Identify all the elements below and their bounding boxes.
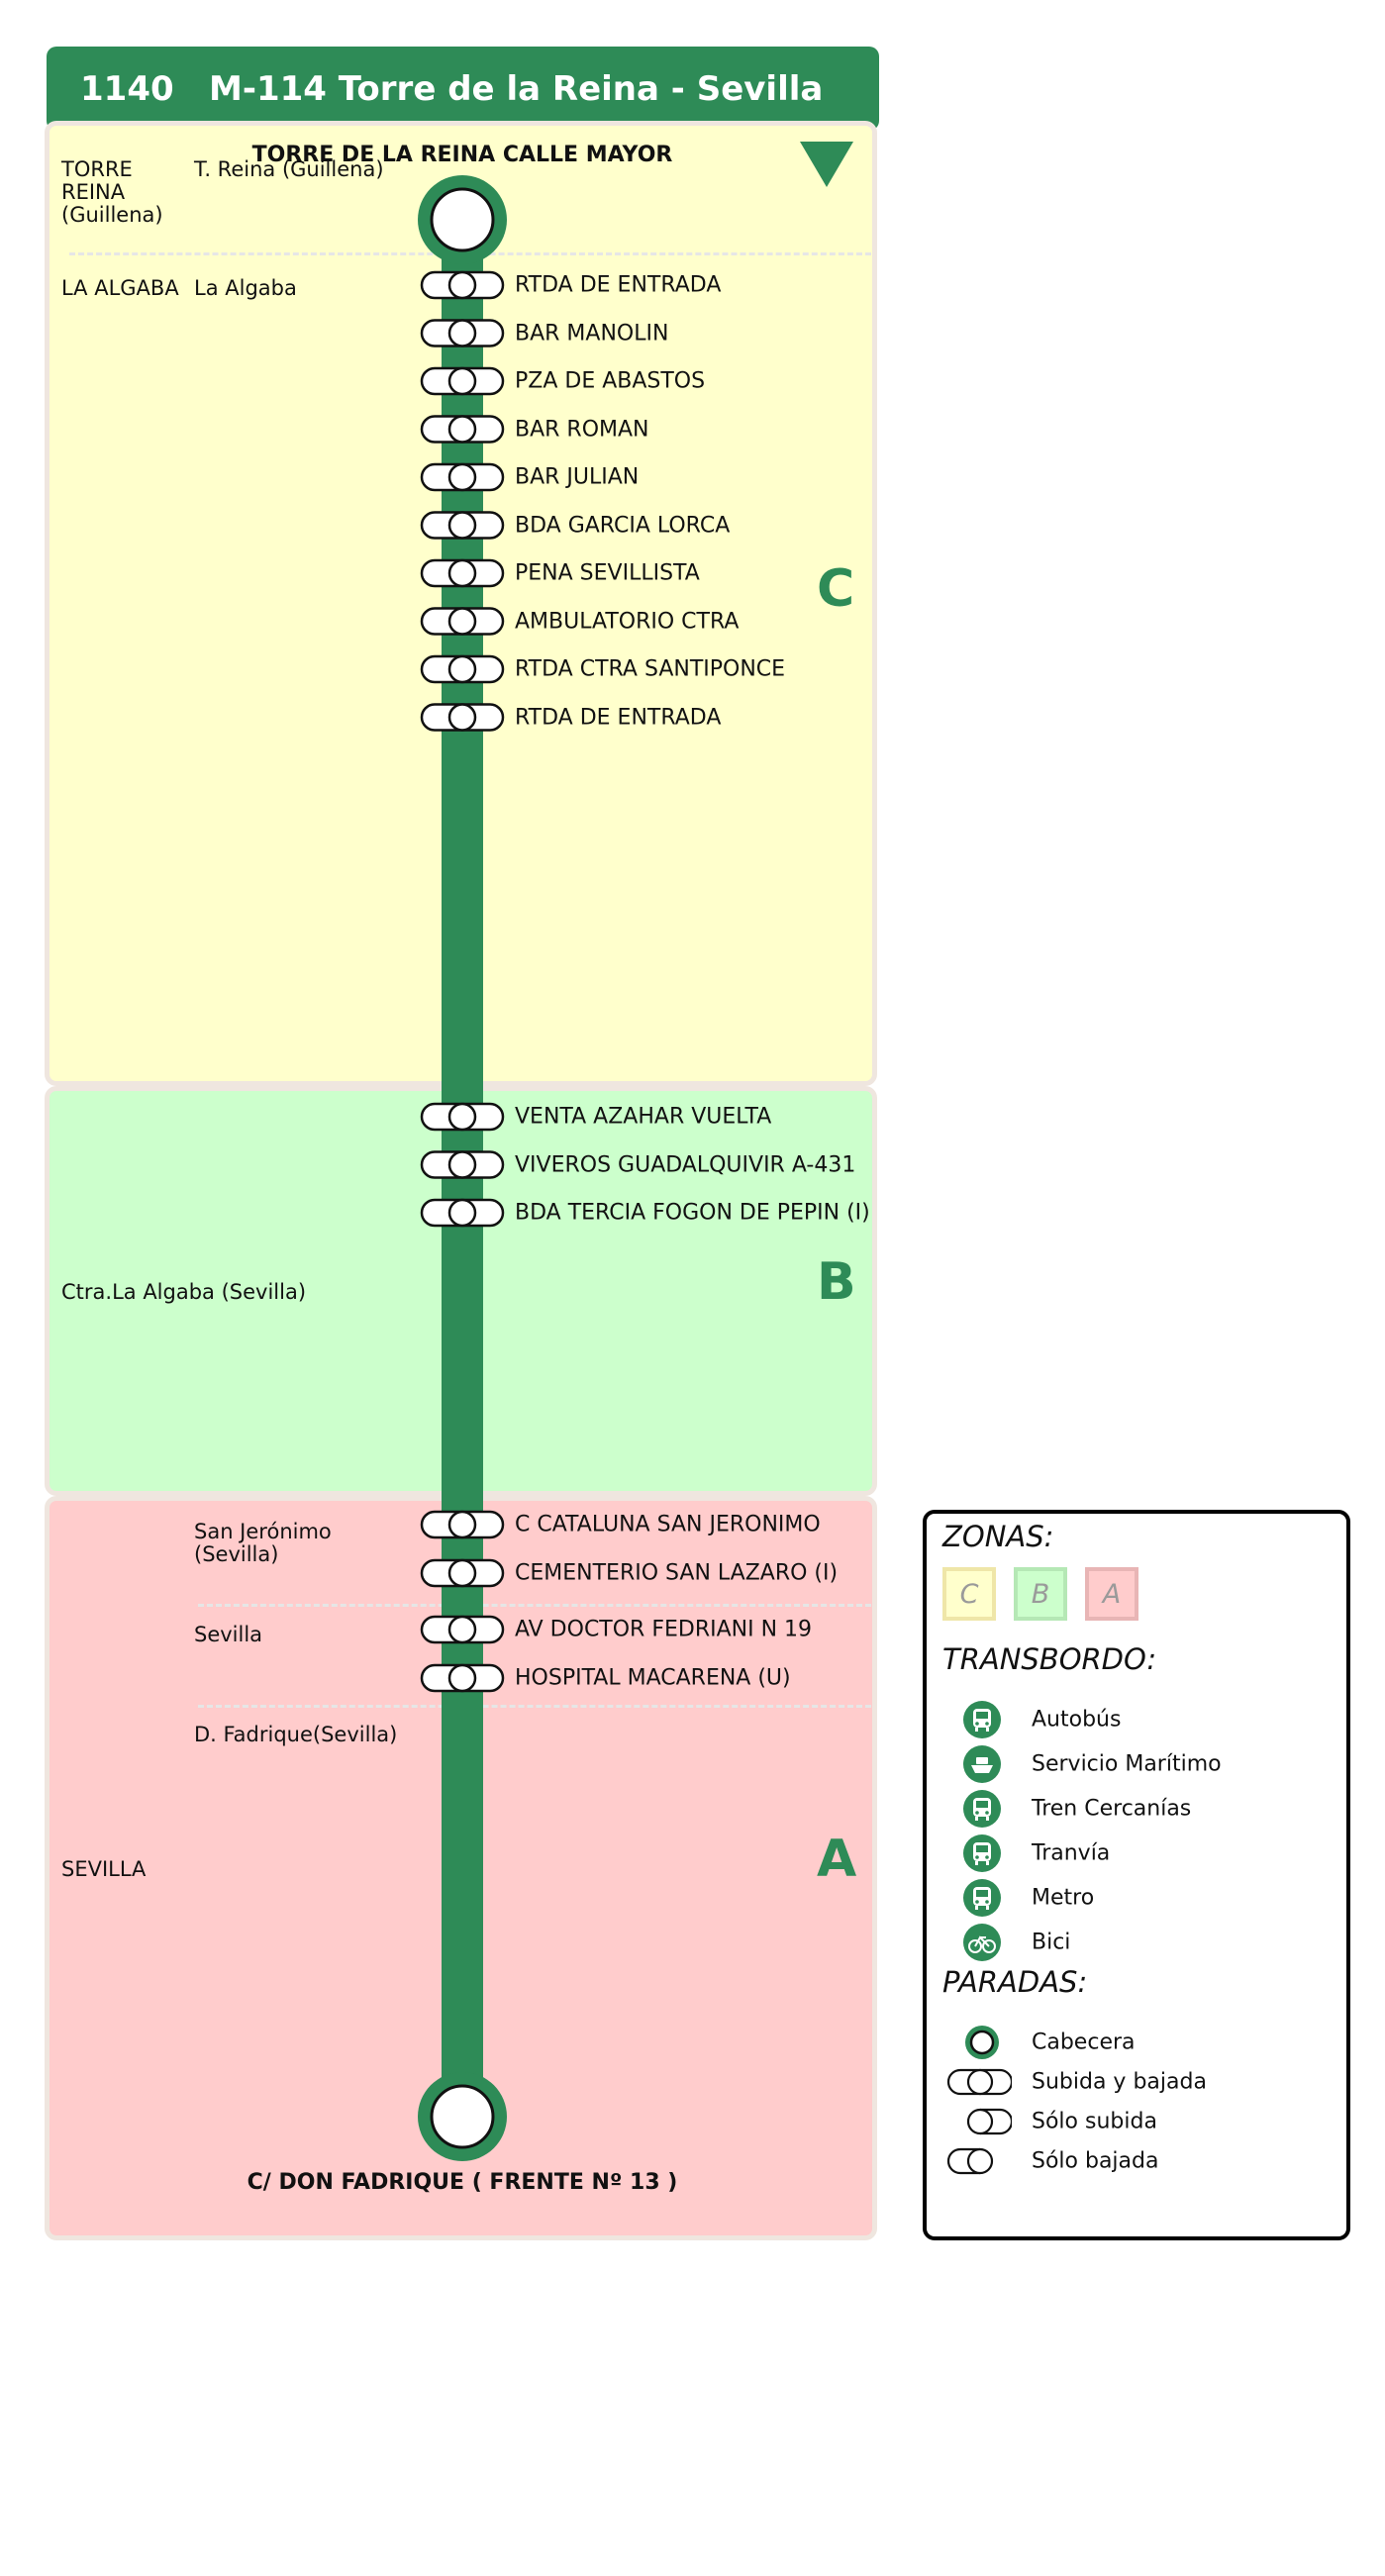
legend-paradas-row: [927, 2062, 1342, 2102]
stop-label: RTDA DE ENTRADA: [515, 272, 722, 298]
zone-a-letter: A: [817, 1830, 857, 1889]
legend-paradas-row: [927, 2141, 1342, 2181]
metro-icon: [962, 1878, 1002, 1918]
stop-marker-inner-icon: [449, 705, 475, 731]
legend-zone-chip-b: B: [1014, 1567, 1067, 1621]
boarding-only-stop-icon: [942, 2102, 1012, 2141]
legend-transbordo-row: [927, 1878, 1342, 1918]
stop-label: HOSPITAL MACARENA (U): [515, 1665, 791, 1691]
stop-marker-inner-icon: [449, 1200, 475, 1226]
alighting-only-stop-icon: [942, 2141, 1012, 2181]
zone-b-letter: B: [817, 1252, 856, 1312]
stop-label: PENA SEVILLISTA: [515, 560, 700, 586]
stop-label: BAR JULIAN: [515, 464, 640, 490]
stop-marker-inner-icon: [449, 513, 475, 539]
stop-marker-inner-icon: [449, 417, 475, 443]
both-ways-stop-icon: [942, 2062, 1012, 2102]
stop-marker-inner-icon: [449, 321, 475, 347]
train-icon: [962, 1789, 1002, 1829]
legend-transbordo-row: [927, 1789, 1342, 1829]
terminal-stop-icon: [942, 2023, 1012, 2062]
legend-transbordo-label: Tren Cercanías: [1032, 1796, 1192, 1822]
legend-transbordo-label: Autobús: [1032, 1707, 1122, 1733]
stop-label: AV DOCTOR FEDRIANI N 19: [515, 1617, 813, 1642]
stop-label: AMBULATORIO CTRA: [515, 609, 740, 634]
stop-label: RTDA DE ENTRADA: [515, 705, 722, 730]
route-code: 1140: [80, 68, 174, 109]
stop-marker-inner-icon: [449, 368, 475, 394]
legend-zonas-title: ZONAS:: [942, 1520, 1054, 1553]
legend-paradas-label: Sólo subida: [1032, 2109, 1157, 2134]
zone-c-letter: C: [817, 559, 855, 619]
stop-label: BDA GARCIA LORCA: [515, 513, 731, 538]
legend-transbordo-label: Metro: [1032, 1885, 1095, 1911]
stop-label: VIVEROS GUADALQUIVIR A-431: [515, 1152, 856, 1177]
locality-t-reina: T. Reina (Guillena): [194, 157, 384, 181]
legend-transbordo-title: TRANSBORDO:: [942, 1642, 1157, 1676]
stop-marker-inner-icon: [449, 1152, 475, 1178]
legend-transbordo-row: [927, 1700, 1342, 1739]
stop-marker-inner-icon: [449, 1512, 475, 1537]
legend-transbordo-row: [927, 1833, 1342, 1873]
stop-marker-inner-icon: [449, 1560, 475, 1586]
legend-zone-chip-a: A: [1085, 1567, 1138, 1621]
end-terminal-inner-icon: [432, 2086, 493, 2147]
stop-marker-inner-icon: [449, 609, 475, 635]
stop-label: BDA TERCIA FOGON DE PEPIN (I): [515, 1200, 870, 1226]
start-terminal-inner-icon: [432, 189, 493, 250]
locality-sevilla: Sevilla: [194, 1623, 263, 1646]
stop-label: BAR MANOLIN: [515, 321, 669, 346]
ship-icon: [962, 1744, 1002, 1784]
tram-icon: [962, 1833, 1002, 1873]
end-terminal-label: C/ DON FADRIQUE ( FRENTE Nº 13 ): [247, 2170, 678, 2195]
stop-label: BAR ROMAN: [515, 417, 649, 442]
stop-label: CEMENTERIO SAN LAZARO (I): [515, 1560, 839, 1586]
legend-paradas-label: Sólo bajada: [1032, 2148, 1159, 2174]
legend-transbordo-row: [927, 1744, 1342, 1784]
stop-marker-inner-icon: [449, 1617, 475, 1642]
locality-d-fadrique: D. Fadrique(Sevilla): [194, 1723, 398, 1746]
legend-paradas-row: [927, 2102, 1342, 2141]
stop-marker-inner-icon: [449, 1104, 475, 1130]
stop-marker-inner-icon: [449, 1665, 475, 1691]
municipality-ctra: Ctra.La Algaba (Sevilla): [61, 1280, 307, 1304]
legend-box: [923, 1510, 1350, 2240]
legend-zone-chip-c: C: [942, 1567, 996, 1621]
municipality-torre-reina: TORRE REINA (Guillena): [61, 157, 163, 227]
stop-marker-inner-icon: [449, 656, 475, 682]
municipality-la-algaba: LA ALGABA: [61, 276, 179, 300]
bicycle-icon: [962, 1923, 1002, 1962]
legend-transbordo-label: Tranvía: [1032, 1840, 1111, 1866]
stop-marker-inner-icon: [449, 272, 475, 298]
bus-icon: [962, 1700, 1002, 1739]
legend-paradas-label: Cabecera: [1032, 2030, 1136, 2055]
stop-label: PZA DE ABASTOS: [515, 368, 706, 394]
stop-marker-inner-icon: [449, 464, 475, 490]
legend-transbordo-row: [927, 1923, 1342, 1962]
stop-marker-inner-icon: [449, 560, 475, 586]
legend-paradas-label: Subida y bajada: [1032, 2069, 1207, 2095]
legend-transbordo-label: Servicio Marítimo: [1032, 1751, 1222, 1777]
locality-la-algaba: La Algaba: [194, 276, 297, 300]
route-title: M-114 Torre de la Reina - Sevilla: [209, 68, 824, 109]
stop-label: RTDA CTRA SANTIPONCE: [515, 656, 786, 682]
start-terminal-label: TORRE DE LA REINA CALLE MAYOR: [251, 143, 673, 167]
stop-label: VENTA AZAHAR VUELTA: [515, 1104, 772, 1130]
legend-paradas-title: PARADAS:: [942, 1965, 1088, 1999]
stop-label: C CATALUNA SAN JERONIMO: [515, 1512, 821, 1537]
locality-san-jeronimo: San Jerónimo (Sevilla): [194, 1520, 332, 1566]
municipality-sevilla: SEVILLA: [61, 1857, 147, 1881]
legend-transbordo-label: Bici: [1032, 1930, 1071, 1955]
legend-paradas-row: [927, 2023, 1342, 2062]
